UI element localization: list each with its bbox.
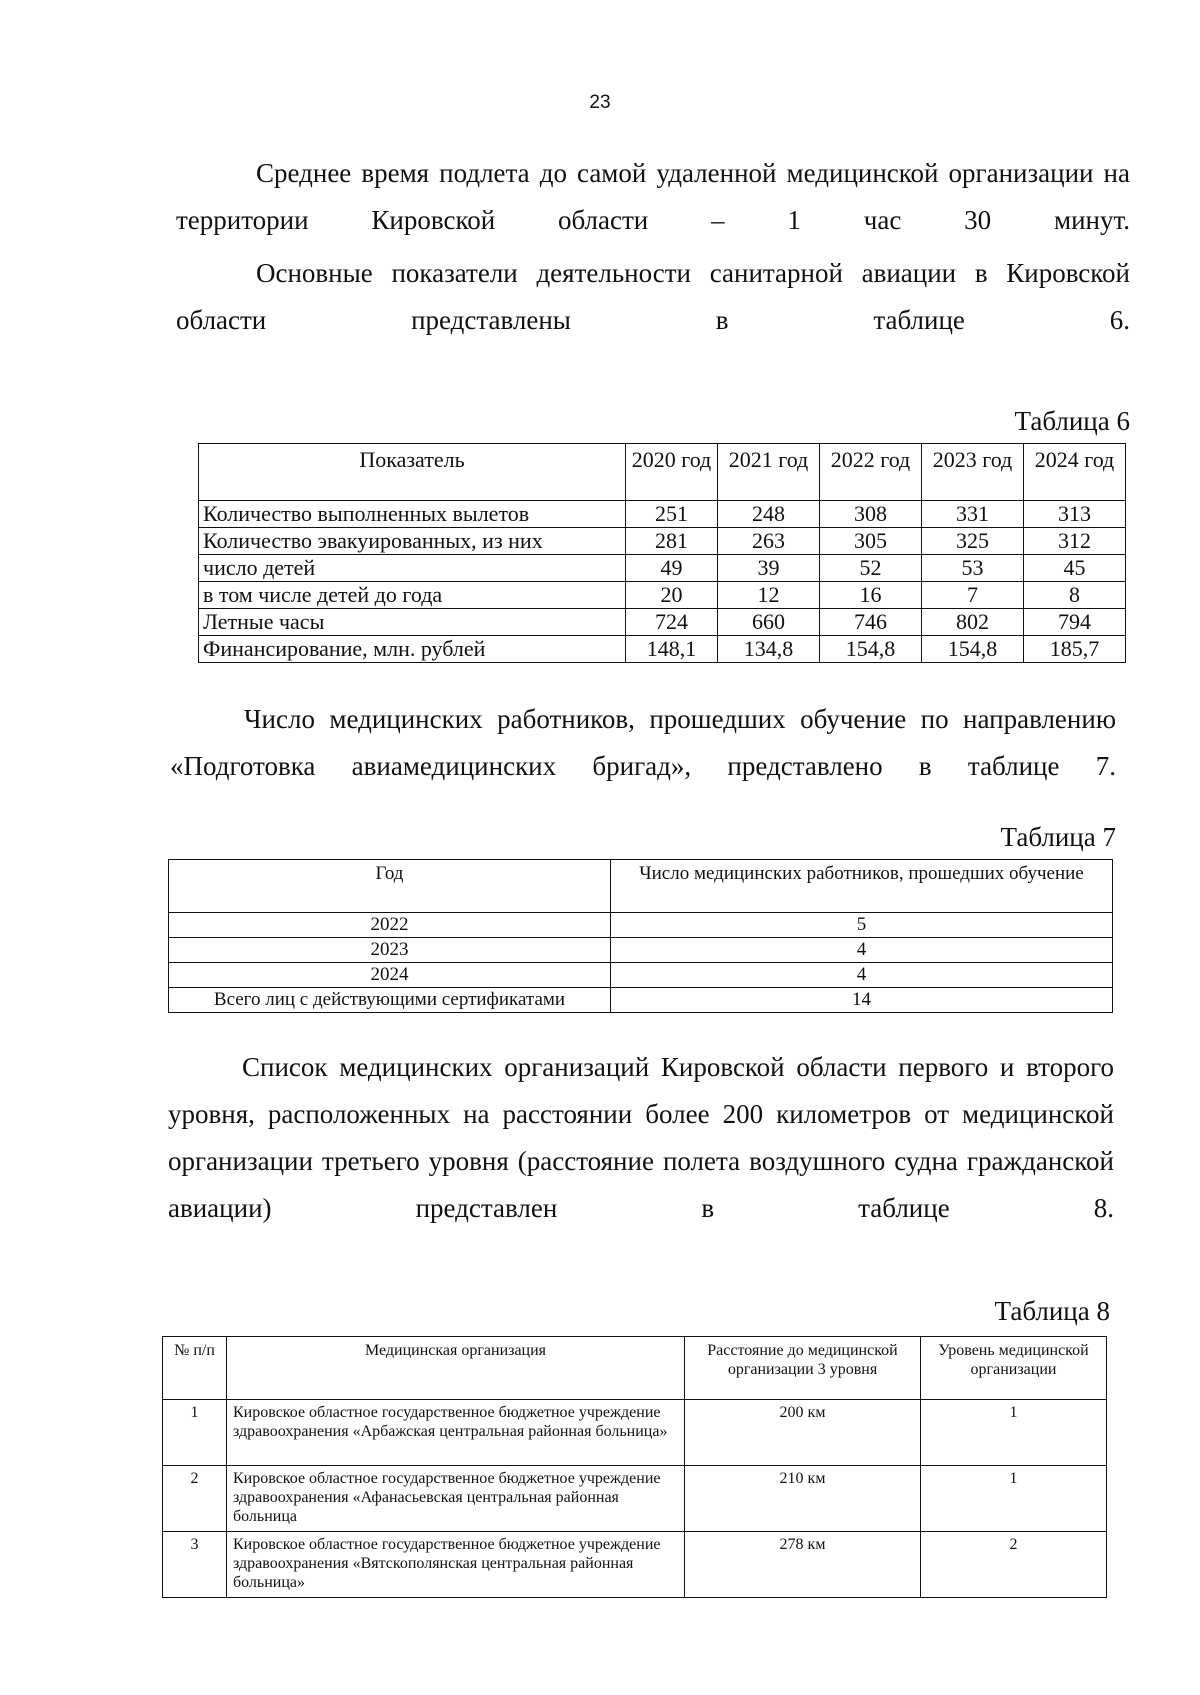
table8-cell: 1 — [921, 1466, 1107, 1532]
table6-cell: 53 — [922, 555, 1024, 582]
paragraph-flight-time: Среднее время подлета до самой удаленной медицинской организации на территории Кировской области – 1 час 30 минут. — [176, 158, 1130, 235]
table8-cell: 2 — [921, 1532, 1107, 1598]
table-row — [199, 501, 1126, 528]
table6-cell: 20 — [626, 582, 718, 609]
table6-cell: 263 — [718, 528, 820, 555]
table6-cell: 724 — [626, 609, 718, 636]
table6-cell: 16 — [820, 582, 922, 609]
table-row — [199, 528, 1126, 555]
table8-header-cell: Медицинская организация — [227, 1337, 685, 1400]
table6-cell: 45 — [1024, 555, 1126, 582]
table8-cell: 210 км — [685, 1466, 921, 1532]
table6-header-row — [199, 444, 1126, 501]
table8-caption: Таблица 8 — [994, 1296, 1110, 1326]
table6-header-cell: 2020 год — [626, 444, 718, 501]
table6-cell: 325 — [922, 528, 1024, 555]
table8-cell: 200 км — [685, 1400, 921, 1466]
table7-cell: 14 — [611, 988, 1113, 1013]
table6-caption: Таблица 6 — [1014, 406, 1130, 436]
table6-cell: 154,8 — [922, 636, 1024, 663]
table6-cell: 308 — [820, 501, 922, 528]
table7-cell: 4 — [611, 963, 1113, 988]
table6-cell: 7 — [922, 582, 1024, 609]
table6-cell: 49 — [626, 555, 718, 582]
table6-header-cell: 2021 год — [718, 444, 820, 501]
table7-caption: Таблица 7 — [1000, 822, 1116, 852]
table8-header-cell: № п/п — [163, 1337, 227, 1400]
table6-cell: 331 — [922, 501, 1024, 528]
table8-cell: 2 — [163, 1466, 227, 1532]
table6-cell: число детей — [199, 555, 626, 582]
table-row — [199, 636, 1126, 663]
table-row — [169, 963, 1113, 988]
paragraph-organizations-intro: Список медицинских организаций Кировской области первого и второго уровня, расположенных на расстоянии более 200 километров от медицинской организации третьего уровня (расстояние полета воздушного судна гражданской авиации) представлен в таблице 8. — [168, 1052, 1114, 1223]
table7-cell: Всего лиц с действующими сертификатами — [169, 988, 611, 1013]
table-row — [199, 582, 1126, 609]
table6-cell: 794 — [1024, 609, 1126, 636]
table6-cell: в том числе детей до года — [199, 582, 626, 609]
table8-header-row — [163, 1337, 1107, 1400]
table-row — [163, 1532, 1107, 1598]
table8-cell: Кировское областное государственное бюджетное учреждение здравоохранения «Вятскополянская центральная районная больница» — [227, 1532, 685, 1598]
table8-header-cell: Уровень медицинской организации — [921, 1337, 1107, 1400]
table6-cell: 185,7 — [1024, 636, 1126, 663]
table7-cell: 2022 — [169, 913, 611, 938]
paragraph-training-intro: Число медицинских работников, прошедших обучение по направлению «Подготовка авиамедицинских бригад», представлено в таблице 7. — [170, 704, 1116, 781]
table7-header-row — [169, 860, 1113, 913]
table6-cell: 281 — [626, 528, 718, 555]
paragraph-indicators-intro: Основные показатели деятельности санитарной авиации в Кировской области представлены в таблице 6. — [176, 258, 1130, 335]
table6-cell: 802 — [922, 609, 1024, 636]
table-row — [199, 609, 1126, 636]
table6-cell: 251 — [626, 501, 718, 528]
table6-header-cell: Показатель — [199, 444, 626, 501]
table6-cell: 154,8 — [820, 636, 922, 663]
table7 — [168, 859, 1113, 1013]
table6-cell: 660 — [718, 609, 820, 636]
table6-header-cell: 2023 год — [922, 444, 1024, 501]
table6-cell: Летные часы — [199, 609, 626, 636]
table8-cell: 3 — [163, 1532, 227, 1598]
table6-cell: 313 — [1024, 501, 1126, 528]
table7-cell: 2024 — [169, 963, 611, 988]
table-row — [163, 1466, 1107, 1532]
table7-cell: 2023 — [169, 938, 611, 963]
table8-header-cell: Расстояние до медицинской организации 3 уровня — [685, 1337, 921, 1400]
table7-cell: 4 — [611, 938, 1113, 963]
table-row — [169, 988, 1113, 1013]
table6-cell: Количество эвакуированных, из них — [199, 528, 626, 555]
table-row — [169, 913, 1113, 938]
table-row — [163, 1400, 1107, 1466]
table6-cell: 134,8 — [718, 636, 820, 663]
table6-cell: 305 — [820, 528, 922, 555]
table7-header-cell: Число медицинских работников, прошедших обучение — [611, 860, 1113, 913]
table7-cell: 5 — [611, 913, 1113, 938]
table-row — [199, 555, 1126, 582]
table6-cell: 12 — [718, 582, 820, 609]
table8-cell: 278 км — [685, 1532, 921, 1598]
table7-header-cell: Год — [169, 860, 611, 913]
table8-cell: 1 — [163, 1400, 227, 1466]
table6-cell: Количество выполненных вылетов — [199, 501, 626, 528]
table6-cell: Финансирование, млн. рублей — [199, 636, 626, 663]
table6-cell: 8 — [1024, 582, 1126, 609]
table6-cell: 39 — [718, 555, 820, 582]
table6-header-cell: 2024 год — [1024, 444, 1126, 501]
table-row — [169, 938, 1113, 963]
table8-cell: Кировское областное государственное бюджетное учреждение здравоохранения «Афанасьевская центральная районная больница — [227, 1466, 685, 1532]
table6-cell: 248 — [718, 501, 820, 528]
page-number: 23 — [589, 92, 611, 113]
table8-cell: 1 — [921, 1400, 1107, 1466]
table6 — [198, 443, 1126, 663]
table6-header-cell: 2022 год — [820, 444, 922, 501]
table8-cell: Кировское областное государственное бюджетное учреждение здравоохранения «Арбажская центральная районная больница» — [227, 1400, 685, 1466]
table8 — [162, 1336, 1107, 1598]
table6-cell: 52 — [820, 555, 922, 582]
table6-cell: 312 — [1024, 528, 1126, 555]
table6-cell: 148,1 — [626, 636, 718, 663]
table6-cell: 746 — [820, 609, 922, 636]
